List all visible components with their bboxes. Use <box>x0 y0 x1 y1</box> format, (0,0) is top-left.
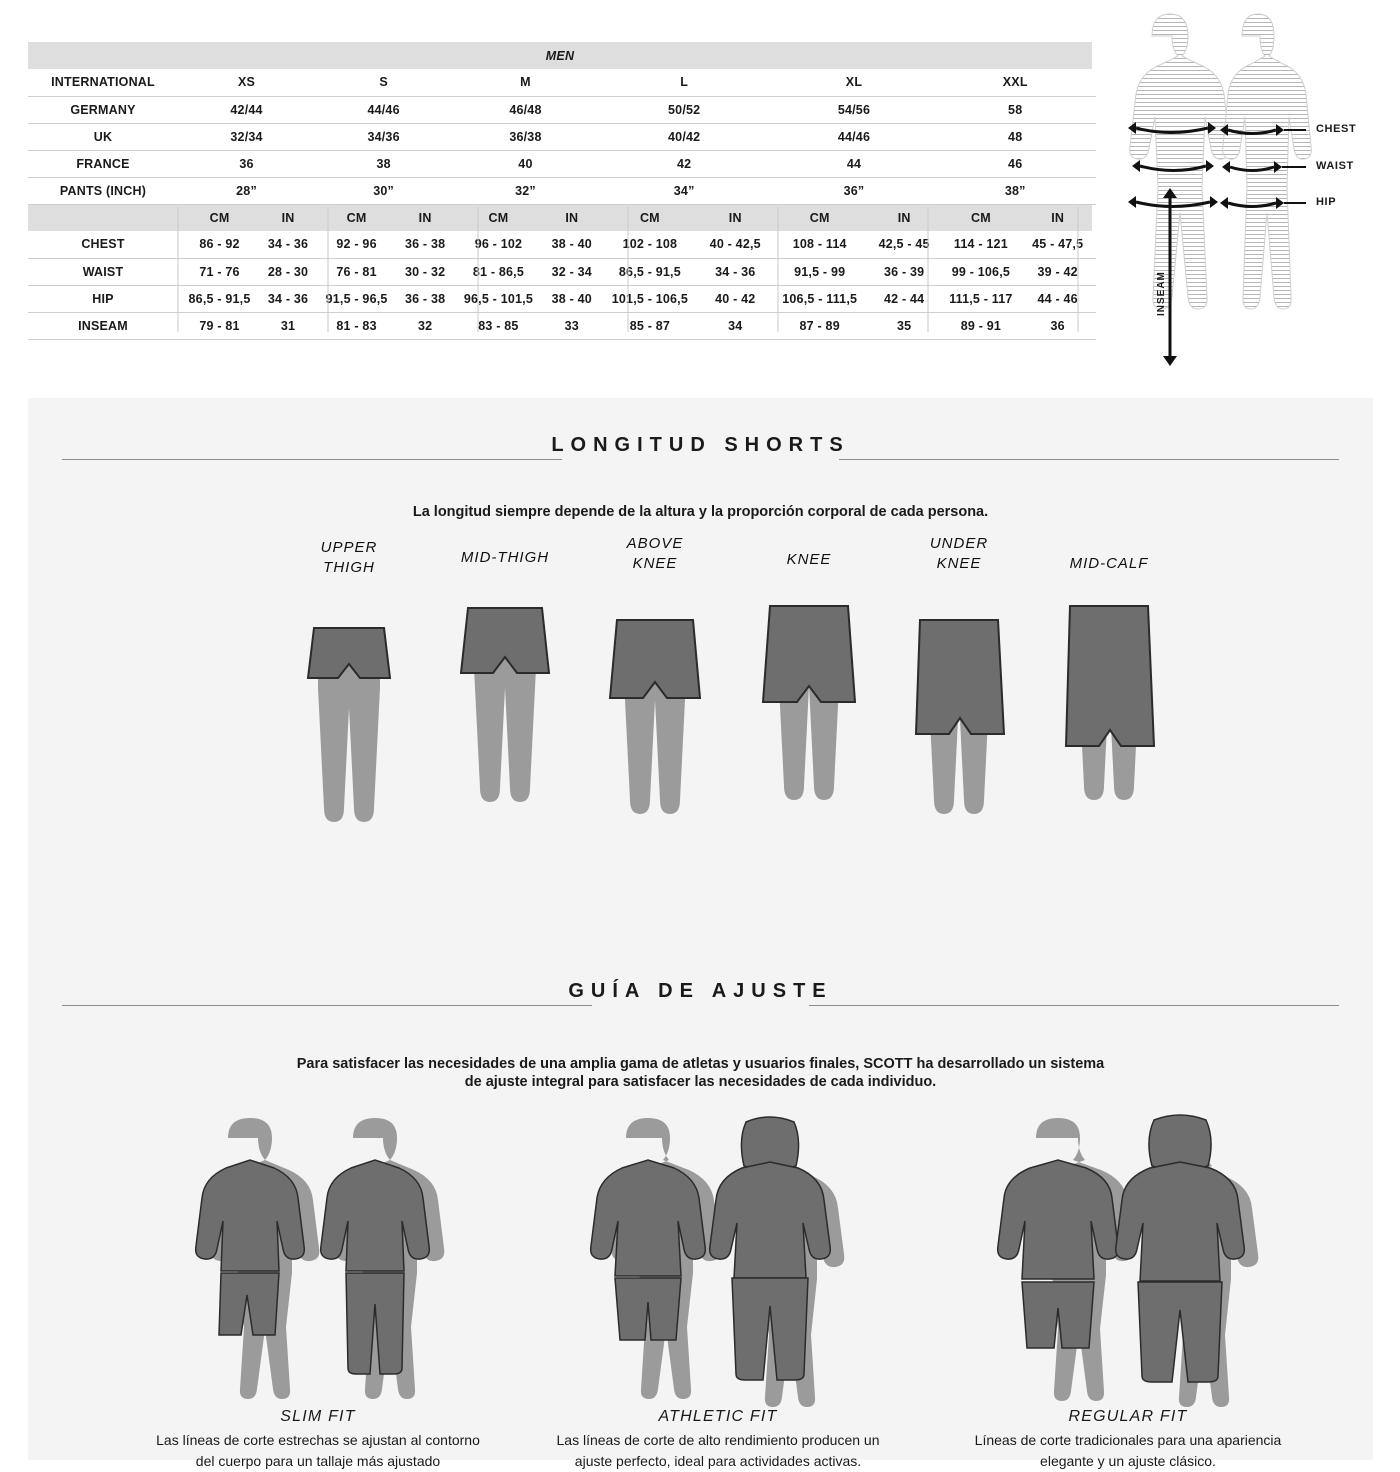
short-item-mid-calf <box>1034 554 1184 834</box>
cell: 42 <box>599 150 770 177</box>
cell: 32” <box>452 177 599 204</box>
cell: 81 - 83 <box>315 312 398 339</box>
cell: XS <box>178 69 315 96</box>
cell: 92 - 96 <box>315 231 398 258</box>
fit-figure-slim <box>108 1108 528 1408</box>
short-label-line2: THIGH <box>323 559 375 576</box>
cell: 96,5 - 101,5 <box>452 285 545 312</box>
figure-back-hooded <box>1116 1115 1259 1407</box>
size-table-section <box>0 0 1400 400</box>
cell: 42/44 <box>178 96 315 123</box>
fit-desc-regular: Líneas de corte tradicionales para una apariencia elegante y un ajuste clásico. <box>974 1432 1282 1469</box>
short-label-line1: KNEE <box>786 551 832 568</box>
cell: 36 - 39 <box>870 258 939 285</box>
row-label: INSEAM <box>28 312 178 339</box>
short-label-line1: MID-CALF <box>1069 555 1149 572</box>
unit-in: IN <box>398 204 452 231</box>
cell: 83 - 85 <box>452 312 545 339</box>
cell: 86,5 - 91,5 <box>178 285 261 312</box>
cell: 81 - 86,5 <box>452 258 545 285</box>
divider-left <box>62 1005 592 1006</box>
fit-item-athletic <box>508 1108 928 1472</box>
fit-name-slim: SLIM FIT <box>280 1408 356 1425</box>
cell: 28 - 30 <box>261 258 315 285</box>
row-label: WAIST <box>28 258 178 285</box>
cell: 96 - 102 <box>452 231 545 258</box>
cell: XXL <box>938 69 1092 96</box>
label-hip: HIP <box>1316 196 1337 208</box>
cell: 44/46 <box>770 123 939 150</box>
unit-in: IN <box>701 204 770 231</box>
label-chest: CHEST <box>1316 123 1357 135</box>
shorts-figure <box>580 584 730 834</box>
row-label: CHEST <box>28 231 178 258</box>
cell: 32/34 <box>178 123 315 150</box>
unit-in: IN <box>545 204 599 231</box>
cell: 58 <box>938 96 1092 123</box>
shorts-figure <box>430 578 580 828</box>
cell: 36 <box>178 150 315 177</box>
shorts-illustrations <box>28 530 1373 830</box>
cell: 46 <box>938 150 1092 177</box>
unit-cm: CM <box>452 204 545 231</box>
figure-front <box>591 1118 721 1399</box>
cell: 34 - 36 <box>701 258 770 285</box>
cell: 42 - 44 <box>870 285 939 312</box>
fit-figure-athletic <box>508 1108 928 1408</box>
cell: 87 - 89 <box>770 312 870 339</box>
cell: 44/46 <box>315 96 452 123</box>
cell: 36/38 <box>452 123 599 150</box>
unit-cm: CM <box>315 204 398 231</box>
front-figure <box>1130 14 1231 309</box>
cell: 36 - 38 <box>398 231 452 258</box>
unit-cm: CM <box>938 204 1023 231</box>
short-item-knee <box>734 550 884 830</box>
cell: 40 - 42,5 <box>701 231 770 258</box>
figure-front <box>196 1118 320 1399</box>
fit-name-regular: REGULAR FIT <box>1068 1408 1188 1425</box>
cell: 91,5 - 99 <box>770 258 870 285</box>
cell: 34 - 36 <box>261 285 315 312</box>
label-inseam: INSEAM <box>1156 271 1167 316</box>
cell: 40 <box>452 150 599 177</box>
cell: 38 <box>315 150 452 177</box>
cell: 111,5 - 117 <box>938 285 1023 312</box>
divider-right <box>839 459 1339 460</box>
cell: 33 <box>545 312 599 339</box>
shorts-figure <box>734 580 884 830</box>
short-label-line2: KNEE <box>632 555 678 572</box>
unit-in: IN <box>261 204 315 231</box>
body-figures <box>1092 6 1382 386</box>
cell: 86,5 - 91,5 <box>599 258 701 285</box>
short-item-above-knee <box>580 534 730 834</box>
label-waist: WAIST <box>1316 160 1354 172</box>
row-label: FRANCE <box>28 150 178 177</box>
unit-in: IN <box>870 204 939 231</box>
short-item-under-knee <box>884 534 1034 834</box>
fit-name-athletic: ATHLETIC FIT <box>658 1408 778 1425</box>
cell: 91,5 - 96,5 <box>315 285 398 312</box>
shorts-section-title: LONGITUD SHORTS <box>551 434 850 456</box>
figure-back <box>321 1118 445 1399</box>
fit-section-title: GUÍA DE AJUSTE <box>568 980 833 1002</box>
cell: 42,5 - 45 <box>870 231 939 258</box>
row-label: HIP <box>28 285 178 312</box>
cell: 71 - 76 <box>178 258 261 285</box>
cell: 86 - 92 <box>178 231 261 258</box>
figure-back-hooded <box>710 1117 845 1407</box>
cell: 46/48 <box>452 96 599 123</box>
cell: 76 - 81 <box>315 258 398 285</box>
cell: 31 <box>261 312 315 339</box>
cell: 34 <box>701 312 770 339</box>
table-title: MEN <box>28 42 1092 69</box>
cell: 101,5 - 106,5 <box>599 285 701 312</box>
short-label-line1: ABOVE <box>626 535 684 552</box>
cell: 54/56 <box>770 96 939 123</box>
cell: 34 - 36 <box>261 231 315 258</box>
short-label-line1: MID-THIGH <box>460 549 550 566</box>
row-label: PANTS (INCH) <box>28 177 178 204</box>
cell: 34” <box>599 177 770 204</box>
cell: 108 - 114 <box>770 231 870 258</box>
cell: 106,5 - 111,5 <box>770 285 870 312</box>
unit-cm: CM <box>770 204 870 231</box>
cell: 89 - 91 <box>938 312 1023 339</box>
divider-right <box>809 1005 1339 1006</box>
shorts-intro-text: La longitud siempre depende de la altura y la proporción corporal de cada persona. <box>412 504 989 520</box>
figure-front <box>998 1118 1134 1401</box>
cell: M <box>452 69 599 96</box>
cell: 48 <box>938 123 1092 150</box>
shorts-figure <box>274 588 424 838</box>
fit-illustrations <box>28 1108 1373 1469</box>
short-item-mid-thigh <box>430 548 580 828</box>
cell: 32 - 34 <box>545 258 599 285</box>
fit-item-regular <box>918 1108 1338 1472</box>
cell: 28” <box>178 177 315 204</box>
cell: 36” <box>770 177 939 204</box>
cell: 38 - 40 <box>545 285 599 312</box>
row-label: INTERNATIONAL <box>28 69 178 96</box>
unit-cm: CM <box>178 204 261 231</box>
cell: 32 <box>398 312 452 339</box>
unit-cm: CM <box>599 204 701 231</box>
row-label: UK <box>28 123 178 150</box>
cell: 102 - 108 <box>599 231 701 258</box>
row-label: GERMANY <box>28 96 178 123</box>
body-measurement-diagram <box>1092 6 1382 386</box>
fit-section-header <box>28 980 1373 1030</box>
unit-in: IN <box>1023 204 1092 231</box>
cell: 30” <box>315 177 452 204</box>
cell: 40/42 <box>599 123 770 150</box>
cell: 36 - 38 <box>398 285 452 312</box>
cell: 36 <box>1023 312 1092 339</box>
cell: 79 - 81 <box>178 312 261 339</box>
cell: 114 - 121 <box>938 231 1023 258</box>
cell: 44 <box>770 150 939 177</box>
cell: 40 - 42 <box>701 285 770 312</box>
guide-panel <box>28 398 1373 1469</box>
fit-desc-slim: Las líneas de corte estrechas se ajustan al contorno del cuerpo para un tallaje más ajustado <box>156 1432 480 1469</box>
fit-intro-line2: de ajuste integral para satisfacer las necesidades de cada individuo. <box>464 1074 937 1090</box>
cell: L <box>599 69 770 96</box>
cell: 30 - 32 <box>398 258 452 285</box>
divider-left <box>62 459 562 460</box>
side-figure <box>1223 14 1312 309</box>
short-label-line2: KNEE <box>936 555 982 572</box>
cell: 85 - 87 <box>599 312 701 339</box>
cell: 34/36 <box>315 123 452 150</box>
cell: 38 - 40 <box>545 231 599 258</box>
fit-intro-line1: Para satisfacer las necesidades de una amplia gama de atletas y usuarios finales, SCOTT ha desarrollado un sistema <box>296 1056 1105 1072</box>
cell: 44 - 46 <box>1023 285 1092 312</box>
short-item-upper-thigh <box>274 538 424 838</box>
cell: 39 - 42 <box>1023 258 1092 285</box>
cell: 50/52 <box>599 96 770 123</box>
cell: 99 - 106,5 <box>938 258 1023 285</box>
fit-item-slim <box>108 1108 528 1472</box>
cell: XL <box>770 69 939 96</box>
short-label-line1: UPPER <box>320 539 378 556</box>
cell: 35 <box>870 312 939 339</box>
cell: 38” <box>938 177 1092 204</box>
shorts-figure <box>884 584 1034 834</box>
shorts-figure <box>1034 584 1184 834</box>
shorts-section-header <box>28 434 1373 484</box>
short-label-line1: UNDER <box>929 535 989 552</box>
cell: S <box>315 69 452 96</box>
table-grid-lines <box>28 42 1096 332</box>
fit-figure-regular <box>918 1108 1338 1408</box>
fit-desc-athletic: Las líneas de corte de alto rendimiento producen un ajuste perfecto, ideal para actividades activas. <box>556 1432 880 1469</box>
cell: 45 - 47,5 <box>1023 231 1092 258</box>
